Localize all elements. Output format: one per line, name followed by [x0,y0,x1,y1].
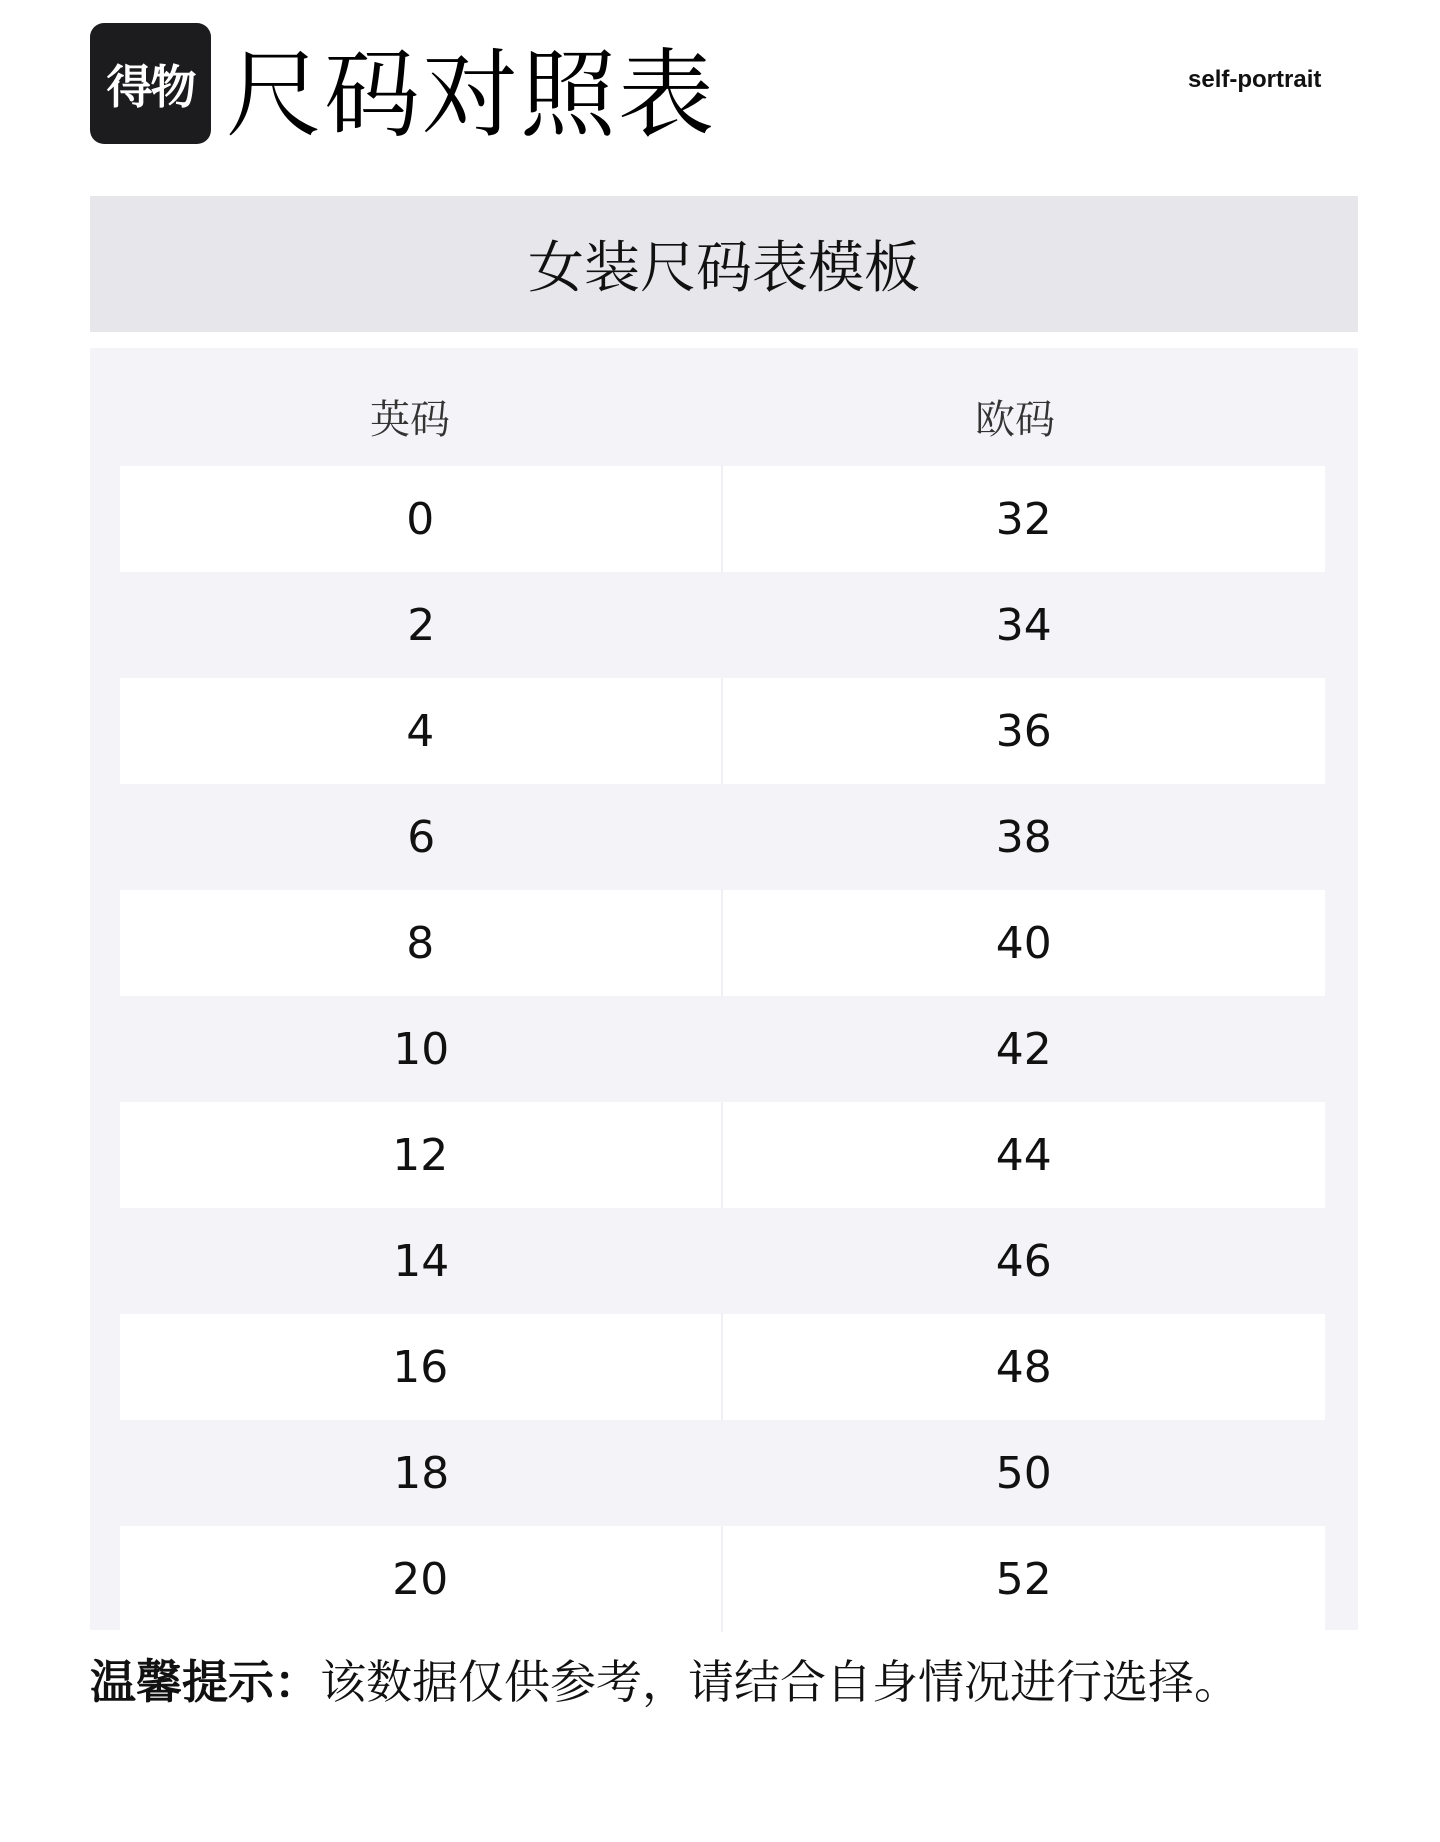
brand-logo [90,23,211,144]
brand-logo-text: 得物 [106,59,195,114]
column-header-uk: 英码 [370,397,450,443]
cell-eu-size: 36 [995,705,1052,757]
table-row [120,1526,1325,1632]
watermark: self-portrait [1188,66,1322,93]
table-row [120,890,1325,996]
cell-eu-size: 44 [995,1129,1052,1181]
table-row [120,1420,1325,1526]
table-row [120,1314,1325,1420]
cell-uk-size: 2 [407,599,436,651]
column-header-eu: 欧码 [975,397,1055,443]
table-row [120,784,1325,890]
table-row [120,1208,1325,1314]
cell-uk-size: 16 [120,1314,723,1420]
cell-uk-size: 0 [120,466,723,572]
page-title: 尺码对照表 [226,39,716,151]
table-row [120,572,1325,678]
tip-note [90,1650,1358,1714]
cell-eu-size: 50 [995,1447,1052,1499]
section-title: 女装尺码表模板 [90,196,1358,332]
cell-eu-size: 40 [995,917,1052,969]
cell-uk-size: 20 [120,1526,723,1632]
cell-uk-size: 12 [120,1102,723,1208]
cell-uk-size: 10 [393,1023,450,1075]
cell-uk-size: 18 [393,1447,450,1499]
table-row [120,996,1325,1102]
cell-eu-size: 34 [995,599,1052,651]
cell-uk-size: 6 [407,811,436,863]
table-body [120,466,1325,1632]
tip-label: 温馨提示： [90,1655,320,1709]
tip-text: 该数据仅供参考，请结合自身情况进行选择。 [320,1655,1240,1709]
table-row [120,466,1325,572]
table-row [120,1102,1325,1208]
cell-eu-size: 32 [995,493,1052,545]
cell-eu-size: 46 [995,1235,1052,1287]
table-row [120,678,1325,784]
cell-eu-size: 48 [995,1341,1052,1393]
size-table [90,348,1358,1630]
cell-eu-size: 52 [995,1553,1052,1605]
cell-eu-size: 38 [995,811,1052,863]
cell-uk-size: 4 [120,678,723,784]
cell-eu-size: 42 [995,1023,1052,1075]
cell-uk-size: 14 [393,1235,450,1287]
cell-uk-size: 8 [120,890,723,996]
